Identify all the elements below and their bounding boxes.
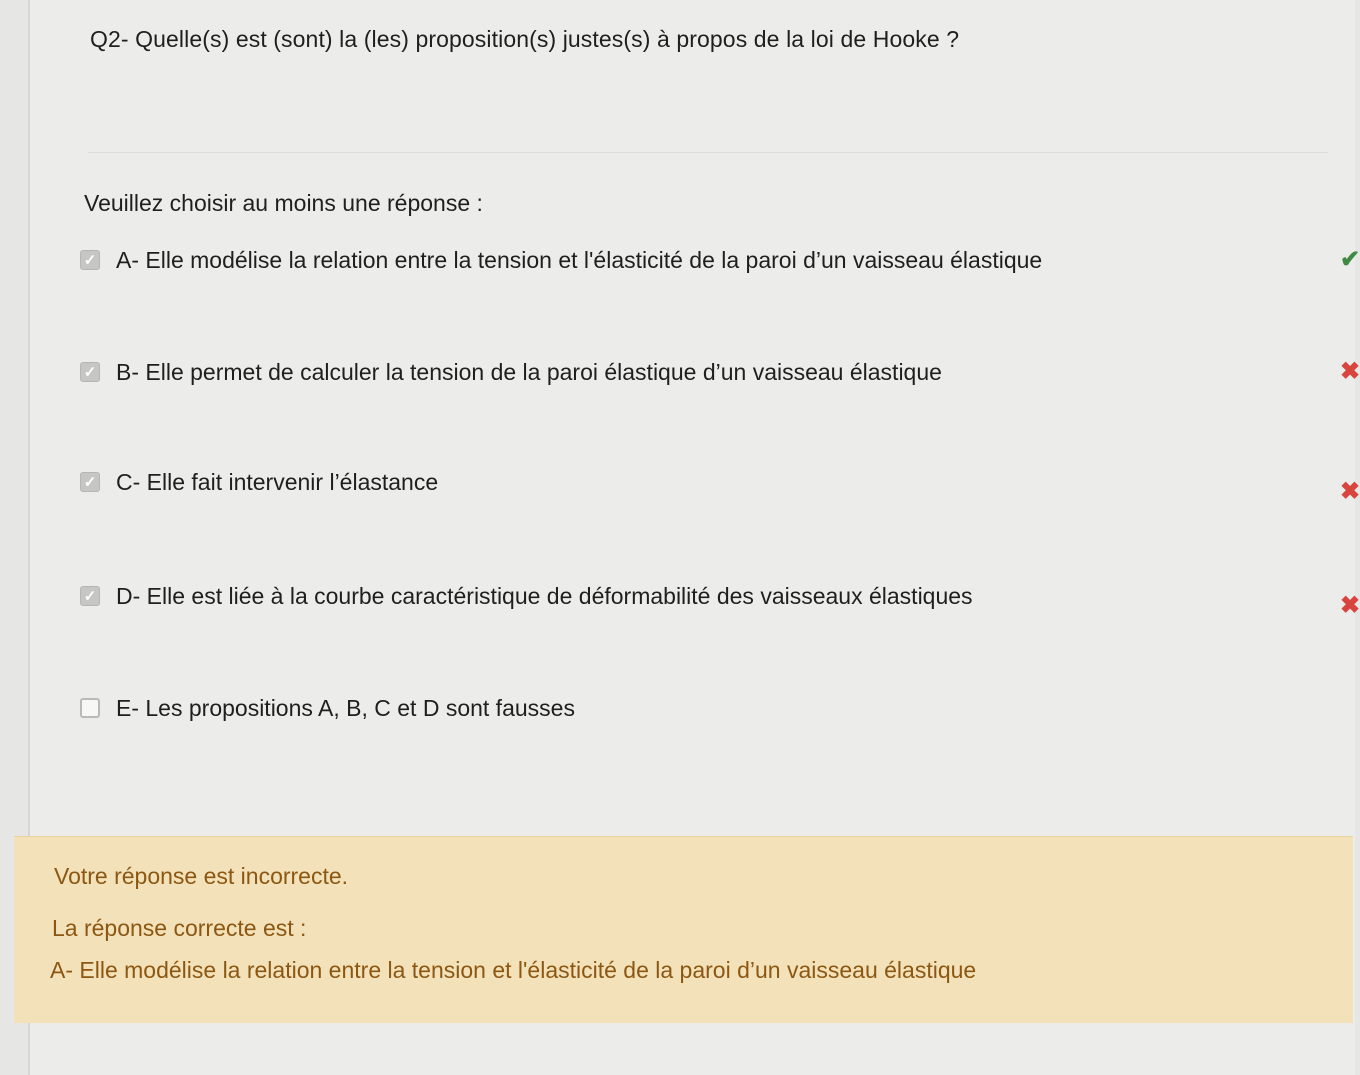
feedback-status: Votre réponse est incorrecte. [54, 863, 349, 889]
divider [88, 152, 1328, 153]
correct-check-icon: ✔ [1340, 246, 1360, 273]
checkbox-e[interactable] [80, 698, 100, 718]
correct-answer-text: A- Elle modélise la relation entre la tension et l'élasticité de la paroi d’un vaisseau élastique [50, 957, 977, 983]
option-c[interactable] [80, 462, 1360, 505]
checkbox-c[interactable]: ✓ [80, 472, 100, 492]
checkbox-a[interactable]: ✓ [80, 250, 100, 270]
question-text: Q2- Quelle(s) est (sont) la (les) proposition(s) justes(s) à propos de la loi de Hooke ? [90, 26, 960, 52]
checkbox-d[interactable]: ✓ [80, 586, 100, 606]
correct-answer-heading: La réponse correcte est : [52, 915, 307, 941]
incorrect-cross-icon: ✖ [1340, 358, 1360, 385]
option-c-label: C- Elle fait intervenir l’élastance [116, 468, 439, 495]
option-b-label: B- Elle permet de calculer la tension de la paroi élastique d’un vaisseau élastique [116, 358, 942, 385]
checkbox-b[interactable]: ✓ [80, 362, 100, 382]
feedback-box [14, 836, 1353, 1023]
option-a-label: A- Elle modélise la relation entre la tension et l'élasticité de la paroi d’un vaisseau élastique [116, 246, 1043, 273]
answer-prompt: Veuillez choisir au moins une réponse : [84, 190, 483, 216]
option-d-label: D- Elle est liée à la courbe caractéristique de déformabilité des vaisseaux élastiques [116, 582, 973, 609]
option-e[interactable] [80, 688, 1320, 728]
option-b[interactable] [80, 352, 1360, 392]
option-d[interactable] [80, 576, 1360, 619]
option-e-label: E- Les propositions A, B, C et D sont fausses [116, 694, 575, 721]
incorrect-cross-icon: ✖ [1340, 592, 1360, 619]
incorrect-cross-icon: ✖ [1340, 478, 1360, 505]
option-a[interactable] [80, 240, 1360, 280]
